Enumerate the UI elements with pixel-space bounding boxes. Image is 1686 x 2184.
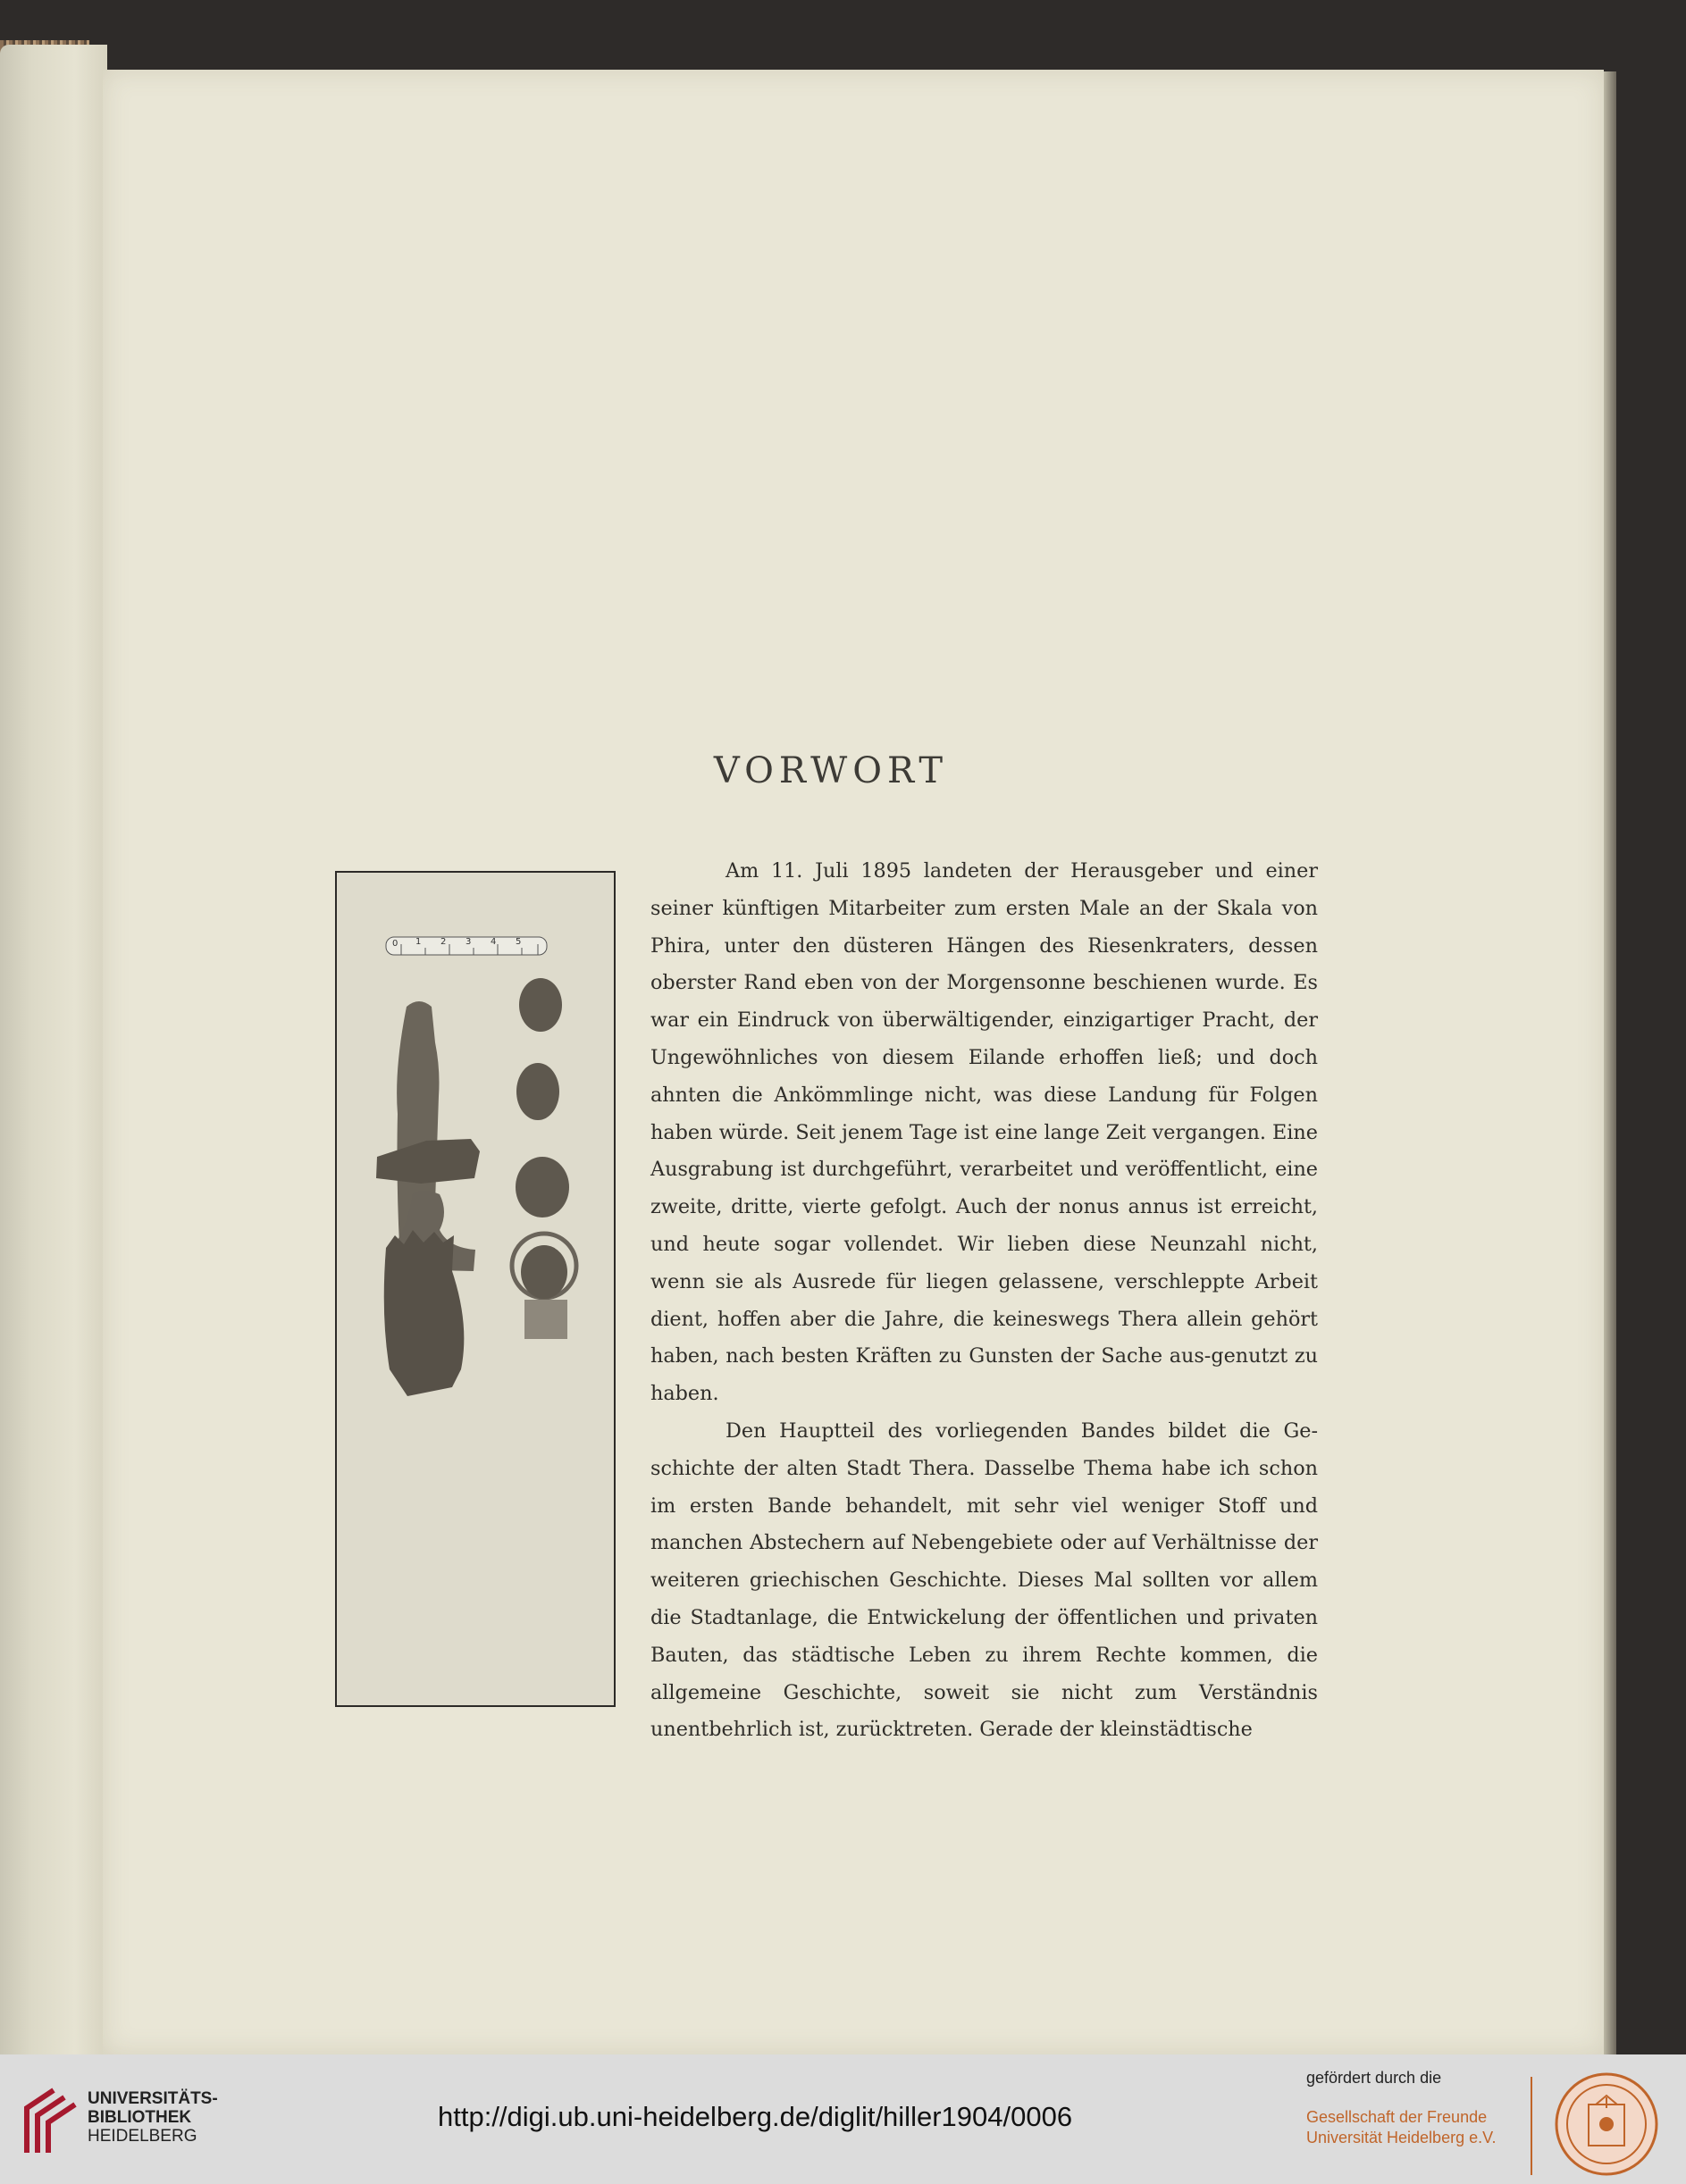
ruler-number: 1 — [415, 937, 422, 947]
page-title: VORWORT — [713, 750, 949, 791]
ruler-number: 0 — [392, 939, 398, 949]
university-seal-icon — [1553, 2071, 1660, 2178]
ruler-number: 3 — [466, 937, 472, 947]
ruler-number: 5 — [516, 937, 522, 947]
small-block-icon — [524, 1300, 567, 1339]
ruler-number: 2 — [440, 937, 447, 947]
crowned-head-fragment-icon — [384, 1230, 465, 1396]
ub-logo-icon — [18, 2081, 80, 2162]
library-name: UNIVERSITÄTS- BIBLIOTHEK HEIDELBERG — [88, 2089, 218, 2146]
preface-text — [650, 853, 1318, 1749]
book-spine-left-page — [0, 45, 107, 2054]
artifact-plate-image — [335, 871, 616, 1707]
sponsor-name: Gesellschaft der Freunde Universität Heidelberg e.V. — [1306, 2108, 1497, 2146]
permalink-url[interactable]: http://digi.ub.uni-heidelberg.de/diglit/hiller1904/0006 — [438, 2101, 1073, 2132]
terracotta-heads-icon — [512, 978, 576, 1299]
sponsor-heading: gefördert durch die — [1306, 2069, 1442, 2087]
ruler-icon — [386, 937, 547, 955]
paragraph: Am 11. Juli 1895 landeten der Herausgeber und einer seiner künftigen Mitarbeiter zum ersten Male an der Skala von Phira, unter den düsteren Hängen des Riesenkraters, dessen oberster Rand eben von der Morgensonne beschienen wurde. Es war ein Eindruck von überwältigender, einzigartiger Pracht, der Ungewöhnliches von diesem Eilande erhoffen ließ; und doch ahnten die Ankömmlinge nicht, was diese Landung für Folgen haben würde. Seit jenem Tage ist eine lange Zeit vergangen. Eine Ausgrabung ist durchgeführt, verarbeitet und veröffentlicht, eine zweite, dritte, vierte gefolgt. Auch der nonus annus ist erreicht, und heute sogar vollendet. Wir lieben diese Neunzahl nicht, wenn sie als Ausrede für liegen gelassene, verschleppte Arbeit dient, hoffen aber die Jahre, die keineswegs Thera allein gehört haben, nach besten Kräften zu Gunsten der Sache aus-genutzt zu haben. — [650, 859, 1318, 1406]
ruler-number: 4 — [491, 937, 497, 947]
page-edge-shadow — [1604, 71, 1616, 2054]
footer-divider — [1531, 2077, 1532, 2175]
paragraph: Den Hauptteil des vorliegenden Bandes bildet die Ge-schichte der alten Stadt Thera. Dasselbe Thema habe ich schon im ersten Bande behandelt, mit sehr viel weniger Stoff und manchen Abstechern auf Nebengebiete oder auf Verhältnisse der weiteren griechischen Geschichte. Dieses Mal sollten vor allem die Stadtanlage, die Entwickelung der öffentlichen und privaten Bauten, das städtische Leben zu ihrem Rechte kommen, die allgemeine Geschichte, soweit sie nicht zum Verständnis unentbehrlich ist, zurücktreten. Gerade der kleinstädtische — [650, 1418, 1318, 1742]
